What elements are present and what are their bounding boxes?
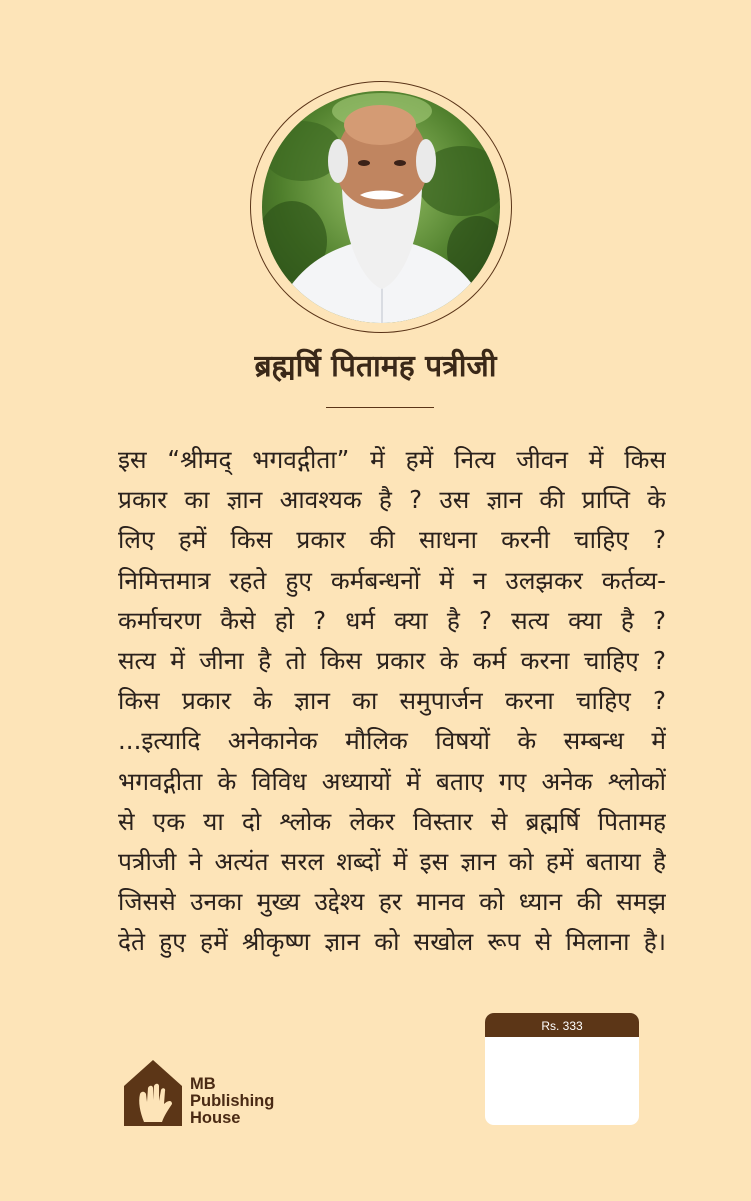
blurb-line: इस “श्रीमद् भगवद्गीता” में हमें नित्य जीवन में किस: [118, 445, 666, 474]
price-barcode-box: [485, 1013, 639, 1125]
blurb-line: भगवद्गीता के विविध अध्यायों में बताए गए अनेक श्लोकों: [118, 766, 666, 796]
blurb-line: ...इत्यादि अनेकानेक मौलिक विषयों के सम्बन्ध में: [118, 726, 666, 756]
price-label: Rs. 333: [485, 1013, 639, 1037]
blurb-line: पत्रीजी ने अत्यंत सरल शब्दों में इस ज्ञान को हमें बताया है: [118, 847, 666, 877]
blurb-line: किस प्रकार के ज्ञान का समुपार्जन करना चाहिए ?: [118, 686, 666, 716]
publisher-name-line: Publishing: [190, 1092, 275, 1110]
title-divider: [326, 407, 434, 408]
blurb-line: निमित्तमात्र रहते हुए कर्मबन्धनों में न उलझकर कर्तव्य-: [118, 565, 666, 595]
blurb-line: कर्माचरण कैसे हो ? धर्म क्या है ? सत्य क्या है ?: [118, 605, 666, 635]
publisher-name-line: MB: [190, 1075, 216, 1093]
blurb-line: सत्य में जीना है तो किस प्रकार के कर्म करना चाहिए ?: [118, 646, 666, 676]
author-name: ब्रह्मर्षि पितामह पत्रीजी: [254, 349, 497, 384]
blurb-line: लिए हमें किस प्रकार की साधना करनी चाहिए ?: [118, 525, 666, 555]
blurb-line: से एक या दो श्लोक लेकर विस्तार से ब्रह्मर्षि पितामह: [118, 806, 666, 836]
blurb-line: देते हुए हमें श्रीकृष्ण ज्ञान को सखोल रूप से मिलाना है।: [118, 927, 666, 957]
author-photo: [262, 91, 500, 323]
hand-in-house-icon: [122, 1058, 184, 1128]
publisher-logo: [122, 1058, 282, 1128]
blurb-line: जिससे उनका मुख्य उद्देश्य हर मानव को ध्यान की समझ: [118, 887, 666, 917]
publisher-name-line: House: [190, 1109, 241, 1127]
back-cover-blurb: [118, 440, 666, 963]
blurb-line: प्रकार का ज्ञान आवश्यक है ? उस ज्ञान की प्राप्ति के: [118, 485, 666, 515]
publisher-name: [190, 1076, 274, 1127]
